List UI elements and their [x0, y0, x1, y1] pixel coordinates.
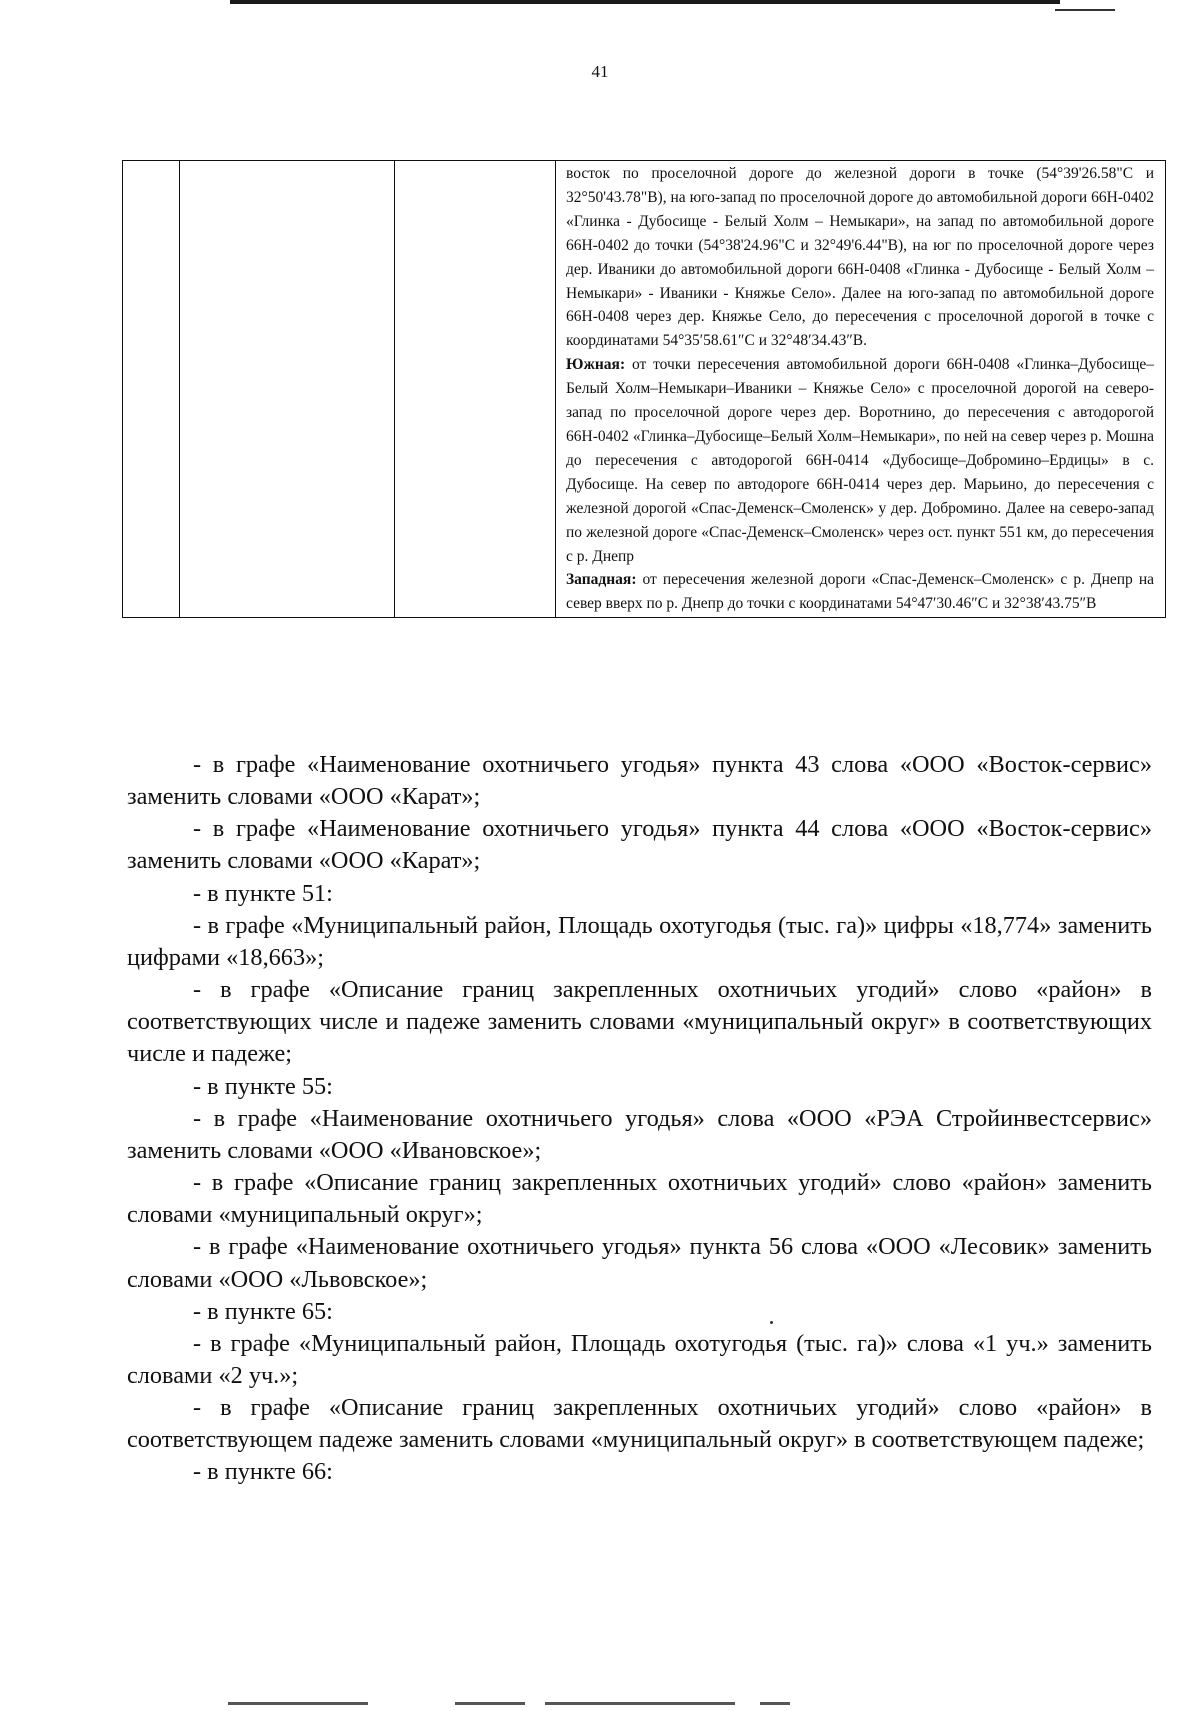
amendment-item-65-description: - в графе «Описание границ закрепленных охотничьих угодий» слово «район» в соответствующем падеже заменить словами «муниципальный округ» в соответствующем падеже;: [127, 1394, 1152, 1454]
boundary-paragraph-west: [566, 568, 1154, 616]
table-cell-boundary-description: [556, 161, 1166, 618]
boundary-label-west: Западная:: [566, 571, 637, 589]
amendment-item-44: - в графе «Наименование охотничьего угодья» пункта 44 слова «ООО «Восток-сервис» заменить словами «ООО «Карат»;: [127, 815, 1152, 875]
boundary-text-west: от пересечения железной дороги «Спас-Деменск–Смоленск» с р. Днепр на север вверх по р. Днепр до точки с координатами 54°47′30.46″С и 32°38′43.75″В: [566, 571, 1154, 613]
amendment-item-65-area: - в графе «Муниципальный район, Площадь охотугодья (тыс. га)» слова «1 уч.» заменить словами «2 уч.»;: [127, 1329, 1152, 1389]
amendment-heading-66: - в пункте 66:: [193, 1458, 333, 1486]
scan-artifact-top-line: [230, 0, 1060, 4]
amendment-item-51-description: - в графе «Описание границ закрепленных охотничьих угодий» слово «район» в соответствующих числе и падеже заменить словами «муниципальный округ» в соответствующих числе и падеже;: [127, 976, 1152, 1068]
amendment-heading-55: - в пункте 55:: [193, 1072, 333, 1100]
page-number: 41: [591, 62, 609, 81]
scan-artifact-top-right-line: [1055, 9, 1115, 11]
scan-artifact-bottom: [545, 1702, 735, 1705]
table-cell-number: [123, 161, 180, 618]
boundary-text: восток по проселочной дороге до железной дороги в точке (54°39'26.58"С и 32°50'43.78"В), на юго-запад по проселочной дороге до автомобильной дороги 66Н-0402 «Глинка - Дубосище - Белый Холм – Немыкари», на запад по автомобильной дороге 66Н-0402 до точки (54°38'24.96"С и 32°49'6.44"В), на юг по проселочной дороге через дер. Иваники до автомобильной дороги 66Н-0408 «Глинка - Дубосище - Белый Холм – Немыкари» - Иваники - Княжье Село». Далее на юго-запад по автомобильной дороге 66Н-0408 через дер. Княжье Село, до пересечения с проселочной дорогой в точке с координатами 54°35′58.61″С и 32°48′34.43″В.: [566, 165, 1154, 350]
amendment-item-55-description: - в графе «Описание границ закрепленных охотничьих угодий» слово «район» заменить словами «муниципальный округ»;: [127, 1169, 1152, 1229]
boundary-text-south: от точки пересечения автомобильной дороги 66Н-0408 «Глинка–Дубосище–Белый Холм–Немыкари–Иваники – Княжье Село» с проселочной дорогой на северо-запад по проселочной дороге через дер. Воротнино, до пересечения с автодорогой 66Н-0402 «Глинка–Дубосище–Белый Холм–Немыкари», по ней на север через р. Мошна до пересечения с автодорогой 66Н-0414 «Дубосище–Добромино–Ердицы» в с. Дубосище. На север по автодороге 66Н-0414 через дер. Марьино, до пересечения с железной дорогой «Спас-Деменск–Смоленск» у дер. Добромино. Далее на северо-запад по железной дороге «Спас-Деменск–Смоленск» через ост. пункт 551 км, до пересечения с р. Днепр: [566, 356, 1155, 565]
amendment-item-55-name: - в графе «Наименование охотничьего угодья» слова «ООО «РЭА Стройинвестсервис» заменить словами «ООО «Ивановское»;: [127, 1104, 1152, 1164]
table-row: [123, 161, 1166, 618]
boundary-paragraph-south: [566, 353, 1154, 568]
scan-artifact-bottom: [455, 1702, 525, 1705]
amendment-heading-51: - в пункте 51:: [193, 879, 333, 907]
amendment-item-56: - в графе «Наименование охотничьего угодья» пункта 56 слова «ООО «Лесовик» заменить словами «ООО «Львовское»;: [127, 1233, 1152, 1293]
table-cell-district-area: [395, 161, 556, 618]
boundaries-table-continuation: [122, 160, 1166, 618]
amendment-heading-65: - в пункте 65:: [193, 1297, 333, 1325]
scan-artifact-bottom: [760, 1702, 790, 1705]
amendments-body: [127, 749, 1152, 1489]
amendment-item-51-area: - в графе «Муниципальный район, Площадь охотугодья (тыс. га)» цифры «18,774» заменить цифрами «18,663»;: [127, 911, 1152, 971]
boundary-paragraph-east-continued: [566, 162, 1154, 353]
amendment-item-43: - в графе «Наименование охотничьего угодья» пункта 43 слова «ООО «Восток-сервис» заменить словами «ООО «Карат»;: [127, 751, 1152, 811]
table-cell-name: [180, 161, 395, 618]
scan-artifact-dot: [770, 1321, 773, 1324]
boundary-label-south: Южная:: [566, 356, 626, 374]
scan-artifact-bottom: [228, 1702, 368, 1705]
